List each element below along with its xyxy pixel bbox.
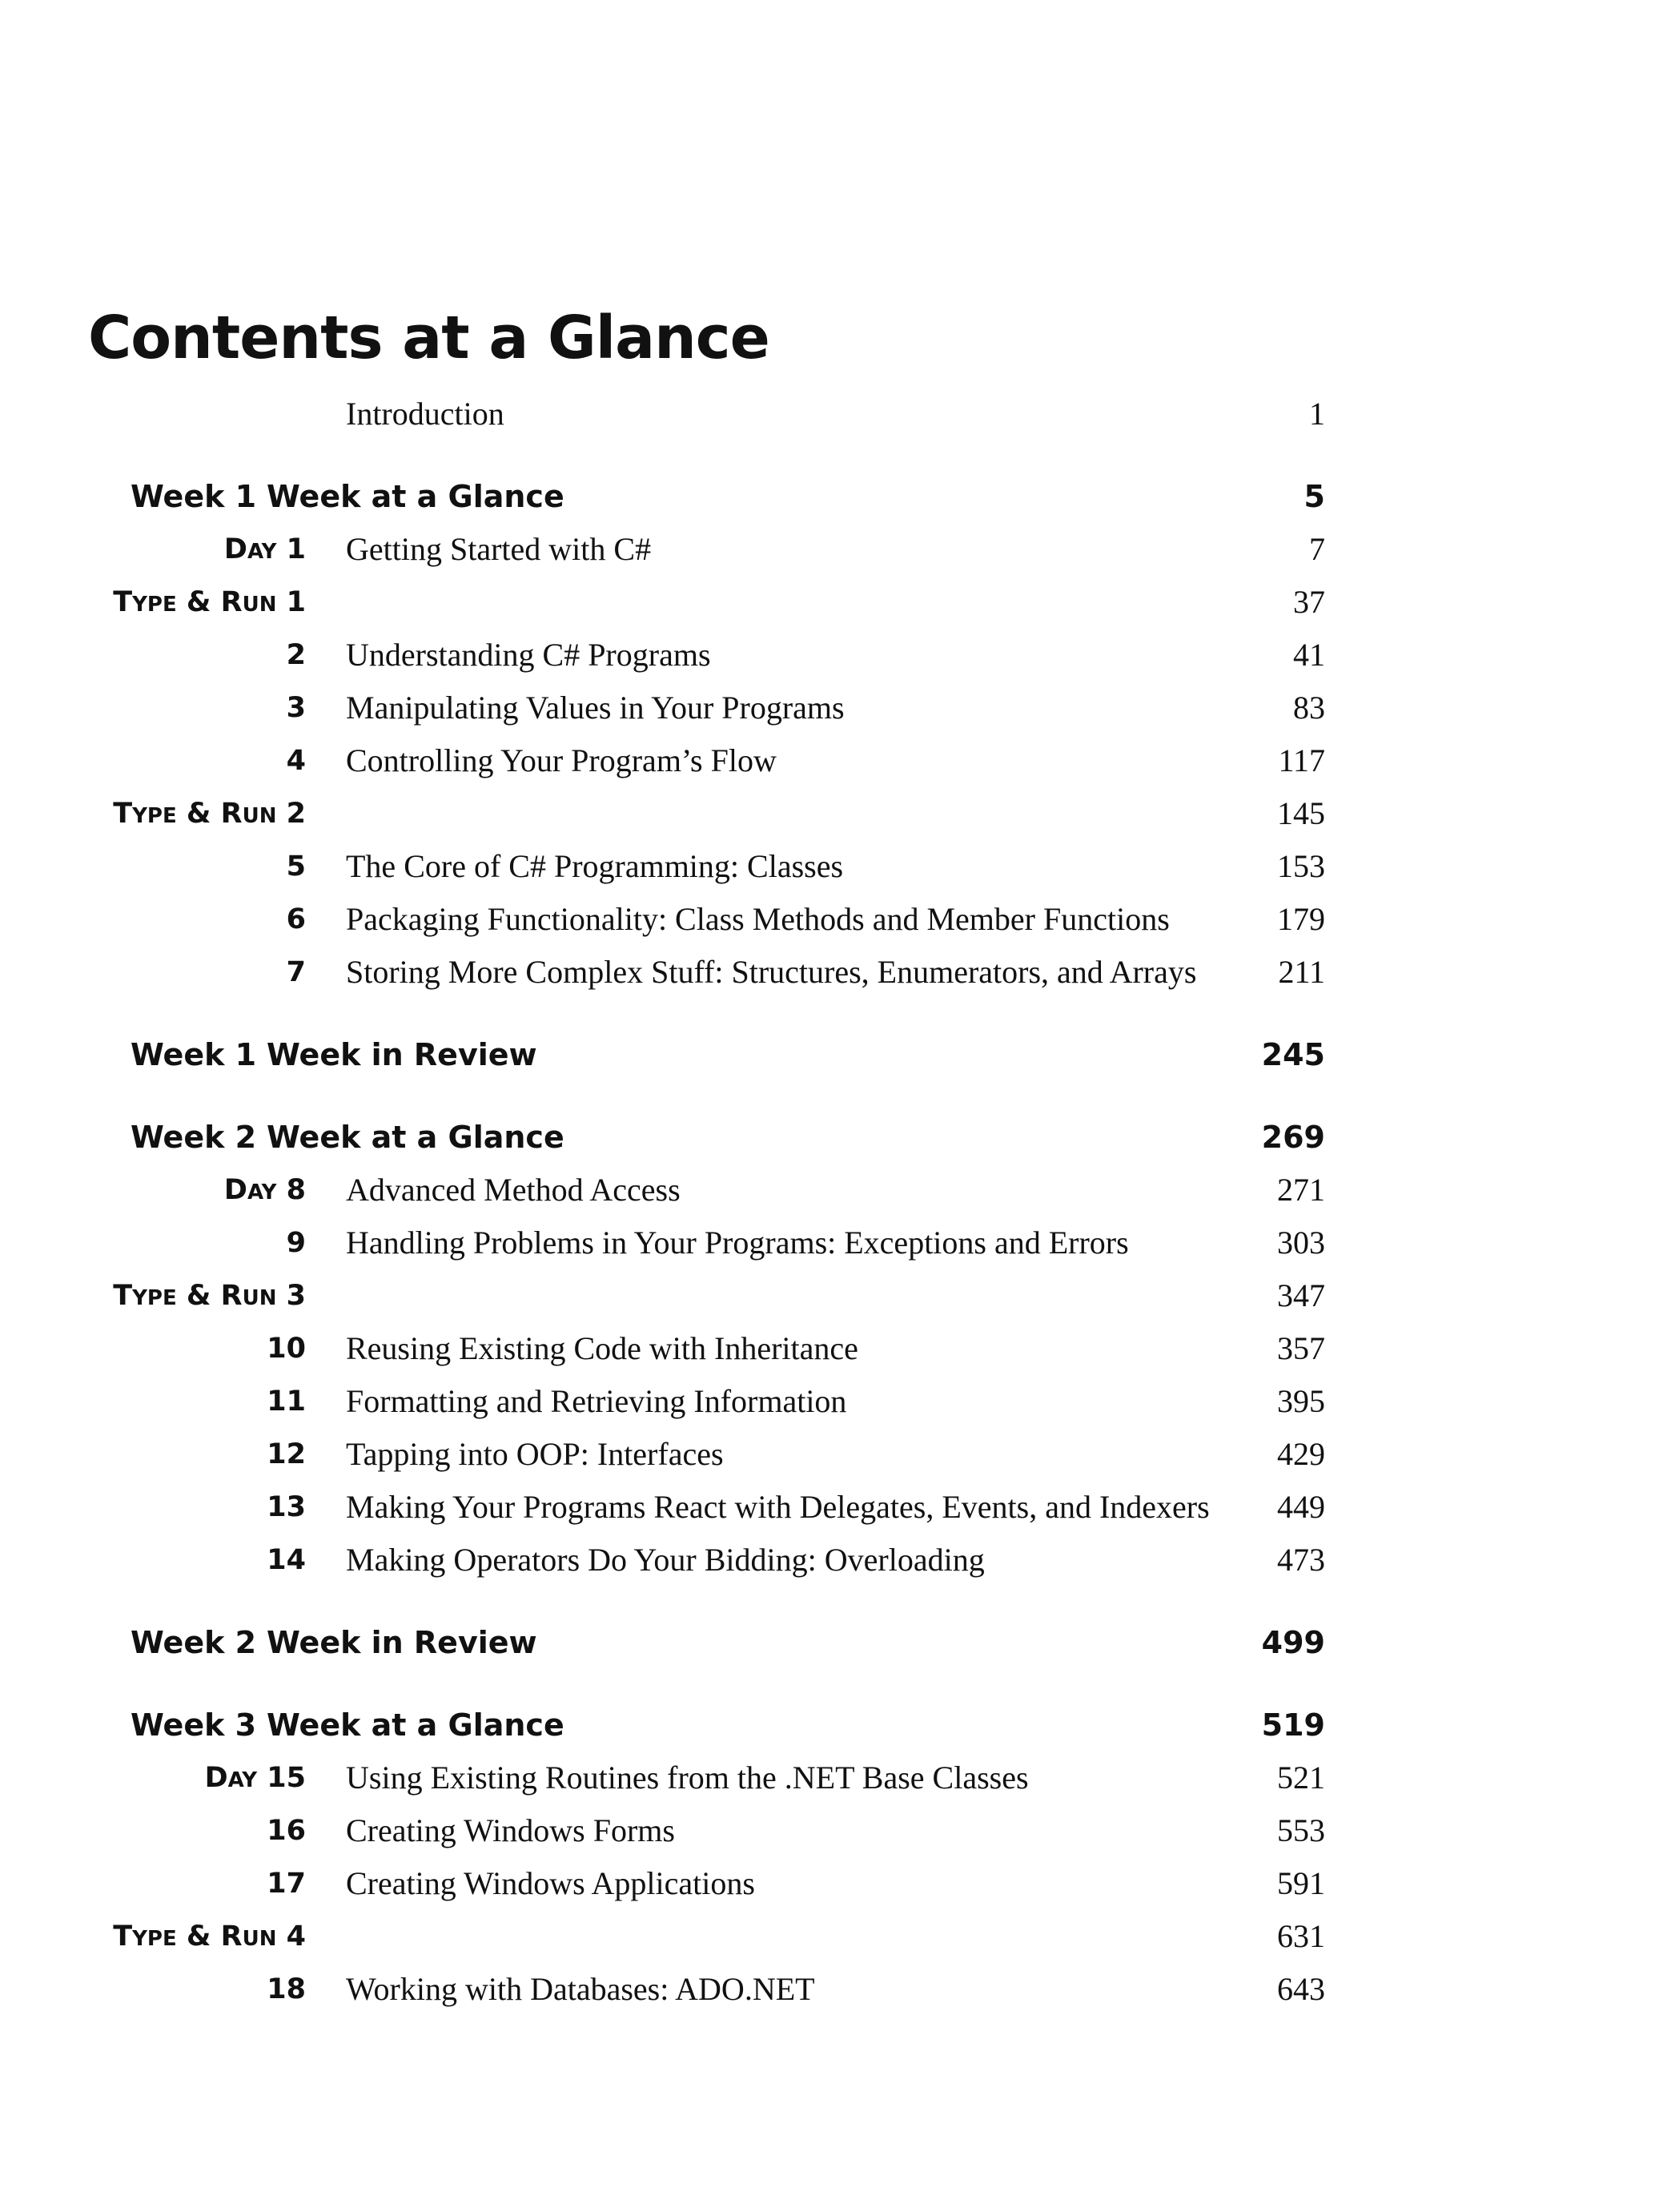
entry-page: 499: [1261, 1625, 1325, 1660]
day-number: 6: [286, 903, 306, 935]
day-number: 7: [286, 956, 306, 988]
week-title: Week at a Glance: [267, 479, 564, 514]
type-and-run-label: TYPE & RUN 4: [113, 1920, 306, 1953]
toc-entry-day: [0, 893, 1671, 946]
entry-title: Reusing Existing Code with Inheritance: [346, 1330, 858, 1366]
week-number: Week 2: [131, 1625, 257, 1660]
type-and-run-label: TYPE & RUN 2: [113, 798, 306, 830]
entry-page: 591: [1277, 1865, 1325, 1901]
entry-title: Working with Databases: ADO.NET: [346, 1971, 815, 2007]
entry-title: Getting Started with C#: [346, 531, 652, 567]
entry-page: 553: [1277, 1812, 1325, 1848]
entry-title: Making Operators Do Your Bidding: Overloading: [346, 1542, 985, 1578]
toc-entry-type-and-run: [0, 787, 1671, 840]
toc-entry-day: [0, 1375, 1671, 1428]
entry-title: Formatting and Retrieving Information: [346, 1383, 847, 1419]
day-number: 17: [267, 1868, 306, 1900]
day-number: 14: [267, 1544, 306, 1576]
entry-page: 269: [1261, 1120, 1325, 1155]
day-number: 9: [286, 1227, 306, 1259]
entry-title: Introduction: [346, 396, 504, 432]
toc-entry-day: [0, 1857, 1671, 1910]
entry-page: 179: [1277, 901, 1325, 937]
entry-page: 211: [1278, 954, 1325, 990]
entry-page: 631: [1277, 1918, 1325, 1954]
day-number: 11: [267, 1386, 306, 1418]
week-title: Week at a Glance: [267, 1120, 564, 1155]
entry-title: Packaging Functionality: Class Methods and Member Functions: [346, 901, 1170, 937]
week-number: Week 1: [131, 1037, 257, 1072]
toc-entry-type-and-run: [0, 1910, 1671, 1963]
toc-week-heading: [0, 1111, 1671, 1164]
day-number: 10: [267, 1333, 306, 1365]
toc-week-heading: [0, 1699, 1671, 1752]
week-title: Week at a Glance: [267, 1707, 564, 1743]
entry-title: Creating Windows Applications: [346, 1865, 755, 1901]
toc-entry-day: [0, 734, 1671, 787]
type-and-run-label: TYPE & RUN 1: [113, 586, 306, 618]
entry-title: Creating Windows Forms: [346, 1812, 675, 1848]
entry-title: Using Existing Routines from the .NET Base Classes: [346, 1760, 1029, 1796]
toc-entry-day: [0, 1217, 1671, 1269]
toc-week-heading: [0, 1028, 1671, 1081]
entry-title: Understanding C# Programs: [346, 637, 711, 673]
entry-page: 153: [1277, 848, 1325, 884]
week-title: Week in Review: [267, 1037, 537, 1072]
toc-entry-type-and-run: [0, 1269, 1671, 1322]
entry-page: 37: [1293, 584, 1325, 620]
toc-entry-day: [0, 1804, 1671, 1857]
entry-page: 357: [1277, 1330, 1325, 1366]
toc-entry-introduction: [0, 388, 1671, 440]
week-number: Week 3: [131, 1707, 257, 1743]
day-number: 2: [286, 639, 306, 671]
toc-week-heading: [0, 1616, 1671, 1669]
toc-entry-type-and-run: [0, 576, 1671, 629]
week-number: Week 1: [131, 479, 257, 514]
week-title: Week in Review: [267, 1625, 537, 1660]
day-number: 5: [286, 851, 306, 883]
entry-page: 5: [1303, 479, 1325, 514]
entry-page: 395: [1277, 1383, 1325, 1419]
entry-page: 303: [1277, 1225, 1325, 1261]
entry-title: The Core of C# Programming: Classes: [346, 848, 844, 884]
entry-page: 271: [1277, 1172, 1325, 1208]
entry-page: 449: [1277, 1489, 1325, 1525]
toc-entry-day: [0, 1534, 1671, 1587]
entry-title: Making Your Programs React with Delegates, Events, and Indexers: [346, 1489, 1210, 1525]
toc-entry-day: [0, 840, 1671, 893]
entry-title: Advanced Method Access: [346, 1172, 681, 1208]
day-number: 3: [286, 692, 306, 724]
toc-entry-day: [0, 1481, 1671, 1534]
day-label: DAY 8: [223, 1174, 306, 1206]
day-number: 16: [267, 1815, 306, 1847]
entry-page: 643: [1277, 1971, 1325, 2007]
entry-title: Handling Problems in Your Programs: Exceptions and Errors: [346, 1225, 1129, 1261]
toc-entry-day: [0, 1752, 1671, 1804]
entry-page: 521: [1277, 1760, 1325, 1796]
entry-title: Controlling Your Program’s Flow: [346, 742, 777, 778]
entry-page: 245: [1261, 1037, 1325, 1072]
toc-entry-day: [0, 1963, 1671, 2016]
type-and-run-label: TYPE & RUN 3: [113, 1280, 306, 1312]
entry-page: 429: [1277, 1436, 1325, 1472]
toc-entry-day: [0, 682, 1671, 734]
week-number: Week 2: [131, 1120, 257, 1155]
toc-entry-day: [0, 1322, 1671, 1375]
entry-page: 473: [1277, 1542, 1325, 1578]
entry-page: 347: [1277, 1277, 1325, 1313]
entry-title: Storing More Complex Stuff: Structures, Enumerators, and Arrays: [346, 954, 1197, 990]
day-number: 4: [286, 745, 306, 777]
day-label: DAY 1: [223, 533, 306, 565]
entry-page: 145: [1277, 795, 1325, 831]
day-number: 13: [267, 1491, 306, 1523]
entry-title: Manipulating Values in Your Programs: [346, 690, 845, 726]
entry-title: Tapping into OOP: Interfaces: [346, 1436, 724, 1472]
entry-page: 41: [1293, 637, 1325, 673]
day-number: 18: [267, 1973, 306, 2005]
toc-entry-day: [0, 523, 1671, 576]
entry-page: 7: [1309, 531, 1325, 567]
toc-entry-day: [0, 946, 1671, 999]
toc-entry-day: [0, 1164, 1671, 1217]
toc-entry-day: [0, 1428, 1671, 1481]
entry-page: 117: [1278, 742, 1325, 778]
day-label: DAY 15: [204, 1762, 306, 1794]
day-number: 12: [267, 1438, 306, 1470]
toc-week-heading: [0, 470, 1671, 523]
toc-entry-day: [0, 629, 1671, 682]
entry-page: 1: [1309, 396, 1325, 432]
entry-page: 83: [1293, 690, 1325, 726]
entry-page: 519: [1261, 1707, 1325, 1743]
page-title: Contents at a Glance: [88, 304, 769, 372]
